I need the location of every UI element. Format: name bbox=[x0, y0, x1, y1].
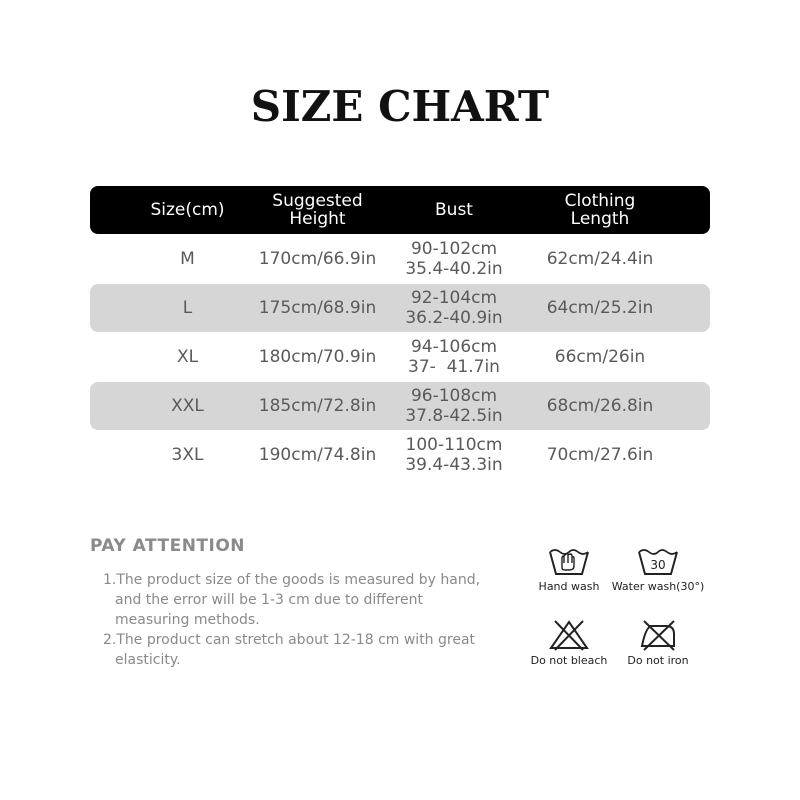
size-cell: L bbox=[182, 298, 193, 318]
bust-cell bbox=[390, 288, 518, 328]
header-height-line2: Height bbox=[289, 209, 346, 229]
do-not-iron-icon bbox=[636, 618, 680, 652]
header-height bbox=[250, 192, 385, 228]
note-1-line-3: measuring methods. bbox=[115, 612, 260, 628]
length-cell: 66cm/26in bbox=[554, 347, 646, 367]
bust-cell bbox=[390, 337, 518, 377]
note-1-line-2: and the error will be 1-3 cm due to different bbox=[115, 592, 423, 608]
note-2 bbox=[103, 630, 503, 670]
length-cell: 70cm/27.6in bbox=[546, 445, 654, 465]
attention-title: PAY ATTENTION bbox=[90, 536, 246, 556]
height-cell: 180cm/70.9in bbox=[258, 347, 377, 367]
table-header bbox=[90, 186, 710, 234]
height-cell: 175cm/68.9in bbox=[258, 298, 377, 318]
bust-cm: 94-106cm bbox=[410, 337, 498, 357]
bust-cm: 100-110cm bbox=[405, 435, 503, 455]
note-2-line-2: elasticity. bbox=[115, 652, 181, 668]
table-row bbox=[90, 333, 710, 381]
bust-cell bbox=[390, 435, 518, 475]
bust-in: 35.4-40.2in bbox=[405, 259, 503, 279]
hand-wash-icon bbox=[547, 544, 591, 578]
size-cell: XXL bbox=[171, 396, 204, 416]
table-row bbox=[90, 431, 710, 479]
header-length-line1: Clothing bbox=[564, 191, 636, 211]
header-length-line2: Length bbox=[570, 209, 630, 229]
size-cell: XL bbox=[176, 347, 199, 367]
care-no-iron bbox=[603, 618, 713, 667]
bust-in: 36.2-40.9in bbox=[405, 308, 503, 328]
note-1 bbox=[103, 570, 503, 630]
table-row bbox=[90, 382, 710, 430]
header-height-line1: Suggested bbox=[272, 191, 363, 211]
water-wash-temp: 30 bbox=[650, 558, 666, 572]
length-cell: 68cm/26.8in bbox=[546, 396, 654, 416]
bust-cm: 96-108cm bbox=[410, 386, 498, 406]
size-cell: M bbox=[180, 249, 195, 269]
size-table bbox=[90, 186, 710, 479]
hand-wash-label: Hand wash bbox=[538, 580, 600, 593]
length-cell: 64cm/25.2in bbox=[546, 298, 654, 318]
bust-cm: 90-102cm bbox=[410, 239, 498, 259]
size-cell: 3XL bbox=[171, 445, 204, 465]
height-cell: 185cm/72.8in bbox=[258, 396, 377, 416]
note-1-line-1: 1.The product size of the goods is measured by hand, bbox=[103, 572, 481, 588]
table-row bbox=[90, 284, 710, 332]
height-cell: 190cm/74.8in bbox=[258, 445, 377, 465]
no-bleach-label: Do not bleach bbox=[530, 654, 608, 667]
care-water-wash bbox=[603, 544, 713, 593]
bust-in: 37.8-42.5in bbox=[405, 406, 503, 426]
table-row bbox=[90, 235, 710, 283]
header-size bbox=[110, 201, 265, 219]
header-length bbox=[530, 192, 670, 228]
header-bust bbox=[390, 201, 518, 219]
length-cell: 62cm/24.4in bbox=[546, 249, 654, 269]
page-title: SIZE CHART bbox=[250, 82, 550, 131]
header-bust-label: Bust bbox=[435, 200, 473, 220]
attention-notes bbox=[103, 570, 503, 670]
note-2-line-1: 2.The product can stretch about 12-18 cm with great bbox=[103, 632, 476, 648]
bust-in: 37- 41.7in bbox=[408, 357, 500, 377]
water-wash-label: Water wash(30°) bbox=[611, 580, 705, 593]
bust-cell bbox=[390, 239, 518, 279]
do-not-bleach-icon bbox=[547, 618, 591, 652]
bust-cell bbox=[390, 386, 518, 426]
no-iron-label: Do not iron bbox=[627, 654, 689, 667]
bust-cm: 92-104cm bbox=[410, 288, 498, 308]
header-size-label: Size(cm) bbox=[150, 200, 225, 220]
bust-in: 39.4-43.3in bbox=[405, 455, 503, 475]
height-cell: 170cm/66.9in bbox=[258, 249, 377, 269]
water-wash-30-icon bbox=[636, 544, 680, 578]
